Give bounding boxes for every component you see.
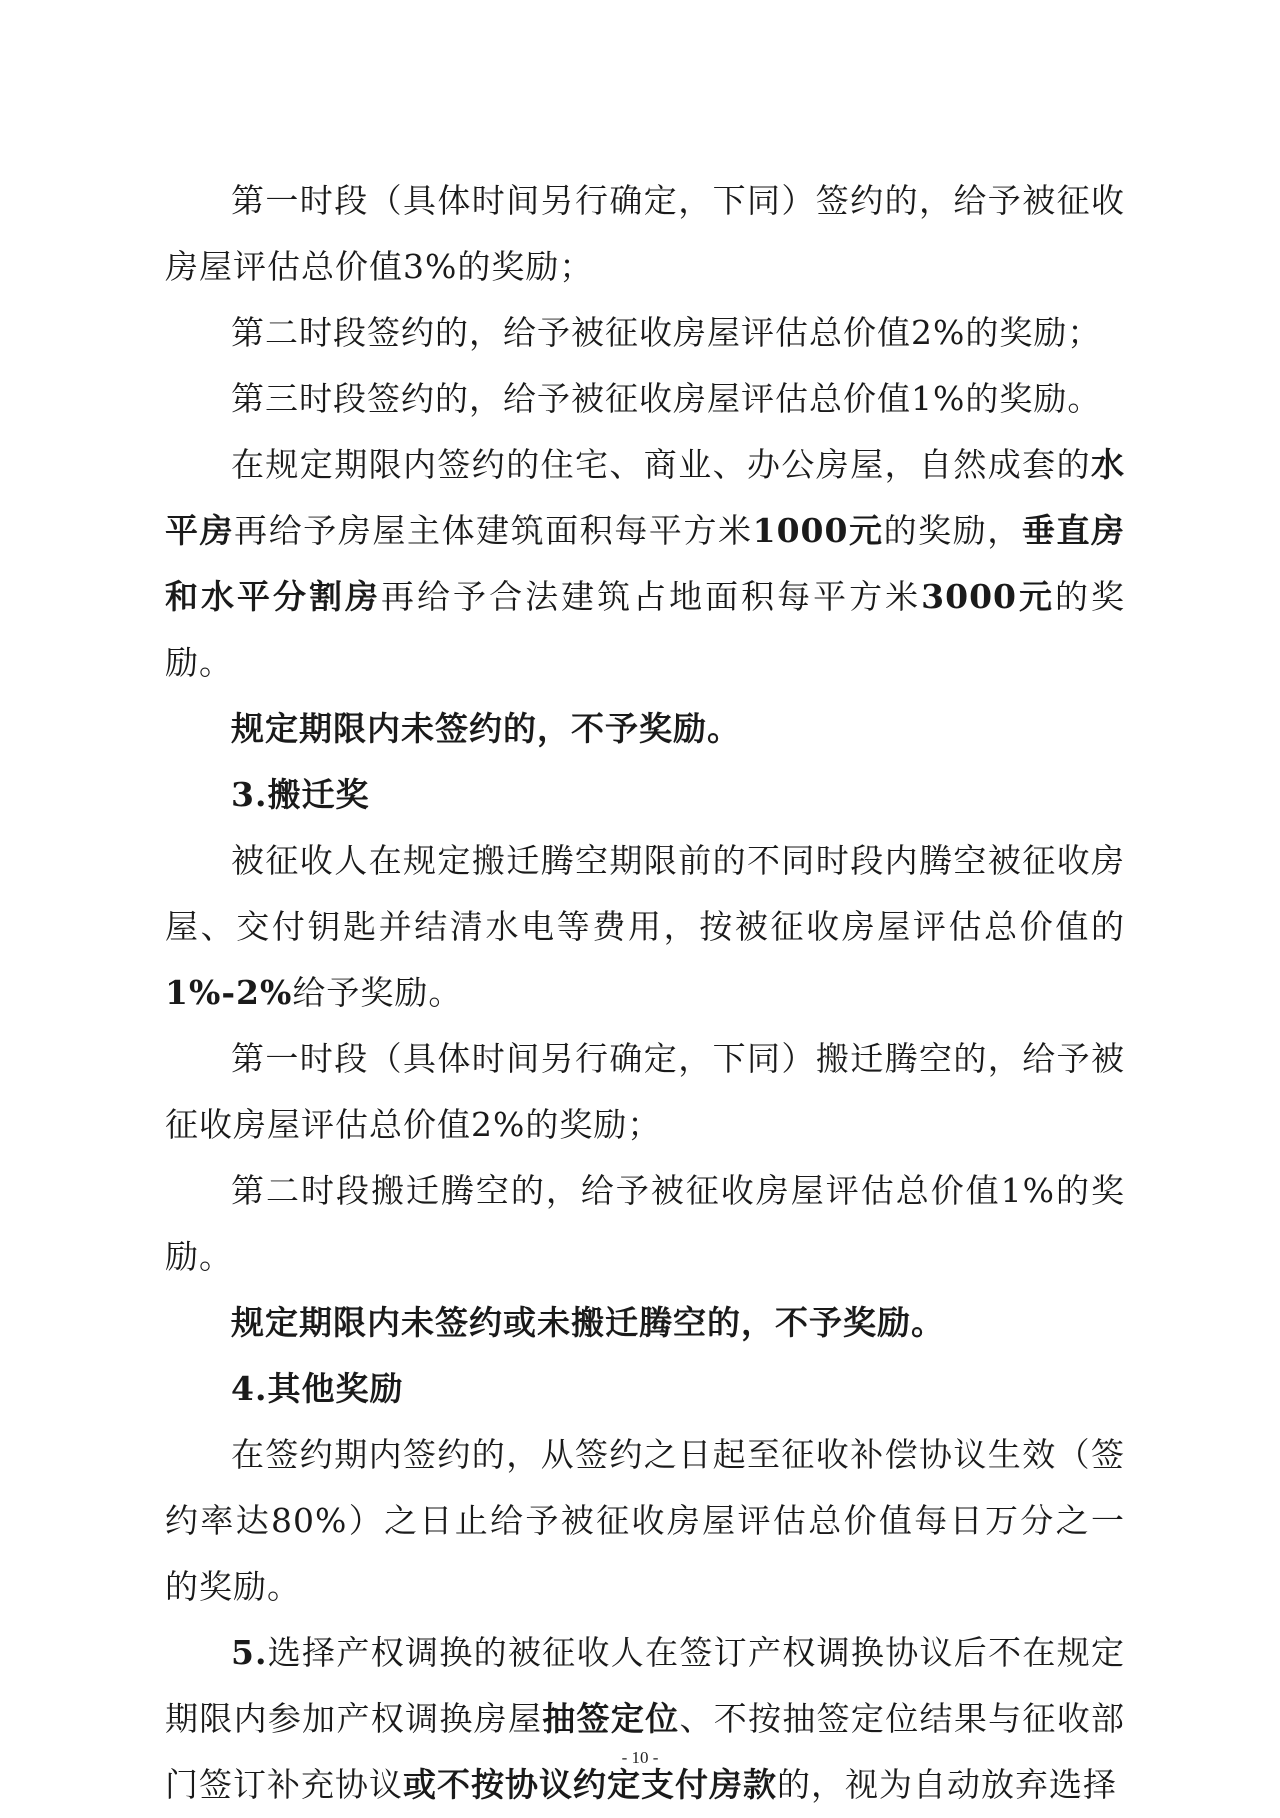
section-heading — [165, 762, 1125, 828]
page-number: - 10 - — [621, 1748, 659, 1767]
bold-text-run: 5. — [231, 1633, 268, 1672]
body-paragraph — [165, 828, 1125, 1026]
text-run: 第二时段签约的，给予被征收房屋评估总价值2%的奖励； — [231, 313, 1102, 352]
body-paragraph — [165, 1026, 1125, 1158]
text-run: 、不按抽签定位结果与征收部门 — [165, 1699, 1126, 1804]
bold-text-run: 抽签定位 — [542, 1699, 680, 1738]
bold-text-run: 支付房款 — [641, 1765, 777, 1804]
bold-text-run: 垂直房和水平分割房 — [165, 511, 1126, 616]
text-run: 的奖励， — [883, 511, 1022, 550]
text-run: 再给予合法建筑占地面积每平方米 — [381, 577, 922, 616]
body-paragraph — [165, 300, 1125, 366]
body-paragraph — [165, 432, 1125, 696]
body-paragraph — [165, 1290, 1125, 1356]
body-paragraph — [165, 366, 1125, 432]
text-run: 在规定期限内签约的住宅、商业、办公房屋，自然成套的 — [231, 445, 1091, 484]
bold-text-run: 或不按协议约定 — [403, 1765, 641, 1804]
bold-text-run: 规定期限内未签约或未搬迁腾空的，不予奖励。 — [231, 1303, 945, 1342]
body-paragraph — [165, 1422, 1125, 1620]
body-paragraph — [165, 696, 1125, 762]
bold-text-run: 1%-2% — [165, 973, 293, 1012]
document-body — [165, 168, 1125, 1818]
body-paragraph — [165, 1158, 1125, 1290]
text-run: 第二时段搬迁腾空的，给予被征收房屋评估总价值1%的奖励。 — [165, 1171, 1125, 1276]
text-run: 选择产权调换的被征收人在签订产权调换协议后不在规定期限内参加产权调换房屋 — [165, 1633, 1125, 1738]
bold-text-run: 3.搬迁奖 — [231, 775, 370, 814]
text-run: 第一时段（具体时间另行确定，下同）搬迁腾空的，给予被征收房屋评估总价值2%的奖励； — [165, 1039, 1125, 1144]
body-paragraph — [165, 168, 1125, 300]
body-paragraph — [165, 1620, 1125, 1818]
text-run: 的，视为自动放弃选择 — [777, 1765, 1117, 1804]
text-run: 再给予房屋主体建筑面积每平方米 — [234, 511, 753, 550]
bold-text-run: 1000元 — [752, 511, 884, 550]
bold-text-run: 签订补充协议 — [199, 1765, 403, 1804]
bold-text-run: 水平房 — [165, 445, 1125, 550]
bold-text-run: 规定期限内未签约的，不予奖励。 — [231, 709, 741, 748]
text-run: 第三时段签约的，给予被征收房屋评估总价值1%的奖励。 — [231, 379, 1102, 418]
text-run: 给予奖励。 — [292, 973, 463, 1012]
text-run: 在签约期内签约的，从签约之日起至征收补偿协议生效（签约率达80%）之日止给予被征收房屋评估总价值每日万分之一的奖励。 — [165, 1435, 1125, 1606]
section-heading — [165, 1356, 1125, 1422]
bold-text-run: 3000元 — [921, 577, 1055, 616]
text-run: 第一时段（具体时间另行确定，下同）签约的，给予被征收房屋评估总价值3%的奖励； — [165, 181, 1125, 286]
text-run: 被征收人在规定搬迁腾空期限前的不同时段内腾空被征收房屋、交付钥匙并结清水电等费用，按被征收房屋评估总价值的 — [165, 841, 1125, 946]
text-run: 的奖励。 — [165, 577, 1126, 682]
bold-text-run: 4.其他奖励 — [231, 1369, 404, 1408]
